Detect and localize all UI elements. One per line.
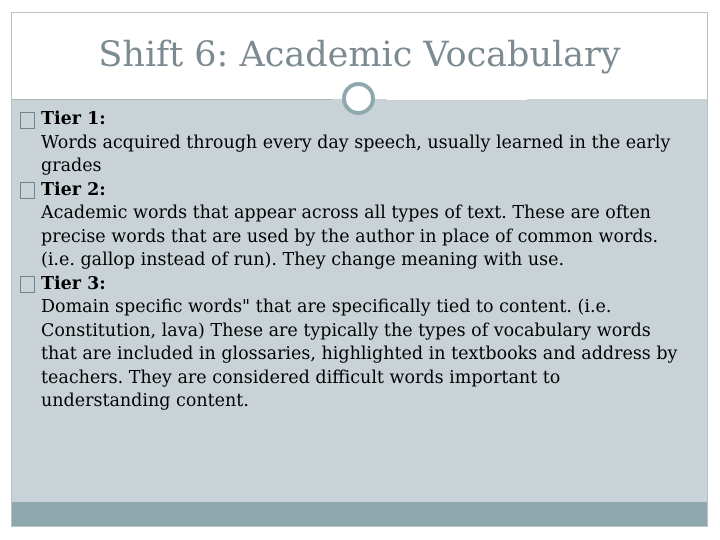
title-divider-left (12, 99, 332, 100)
tier-3-item (20, 273, 680, 414)
tier-3-label: Tier 3: (41, 273, 106, 294)
tier-2-header (20, 179, 680, 203)
tier-2-description: Academic words that appear across all types of text. These are often precise words that are used by the author in place of common words. (i.e. gallop instead of run). They change meaning with use. (41, 203, 659, 270)
title-divider-right (387, 99, 527, 100)
tier-1-label: Tier 1: (41, 109, 106, 129)
square-bullet-icon (20, 112, 35, 129)
square-bullet-icon (20, 276, 35, 293)
slide-body (20, 108, 680, 414)
slide-title: Shift 6: Academic Vocabulary (98, 35, 621, 75)
tier-3-description: Domain specific words" that are specifically tied to content. (i.e. Constitution, lava) These are typically the types of vocabulary words that are included in glossaries, highlighted in textbooks and address by teachers. They are considered difficult words important to understanding content. (41, 297, 678, 411)
square-bullet-icon (20, 182, 35, 199)
tier-2-item (20, 179, 680, 273)
tier-2-label: Tier 2: (41, 179, 106, 200)
tier-1-header (20, 108, 680, 132)
tier-3-header (20, 273, 680, 297)
tier-1-item (20, 108, 680, 179)
footer-bar (12, 502, 707, 526)
tier-1-description: Words acquired through every day speech, usually learned in the early grades (41, 132, 671, 176)
